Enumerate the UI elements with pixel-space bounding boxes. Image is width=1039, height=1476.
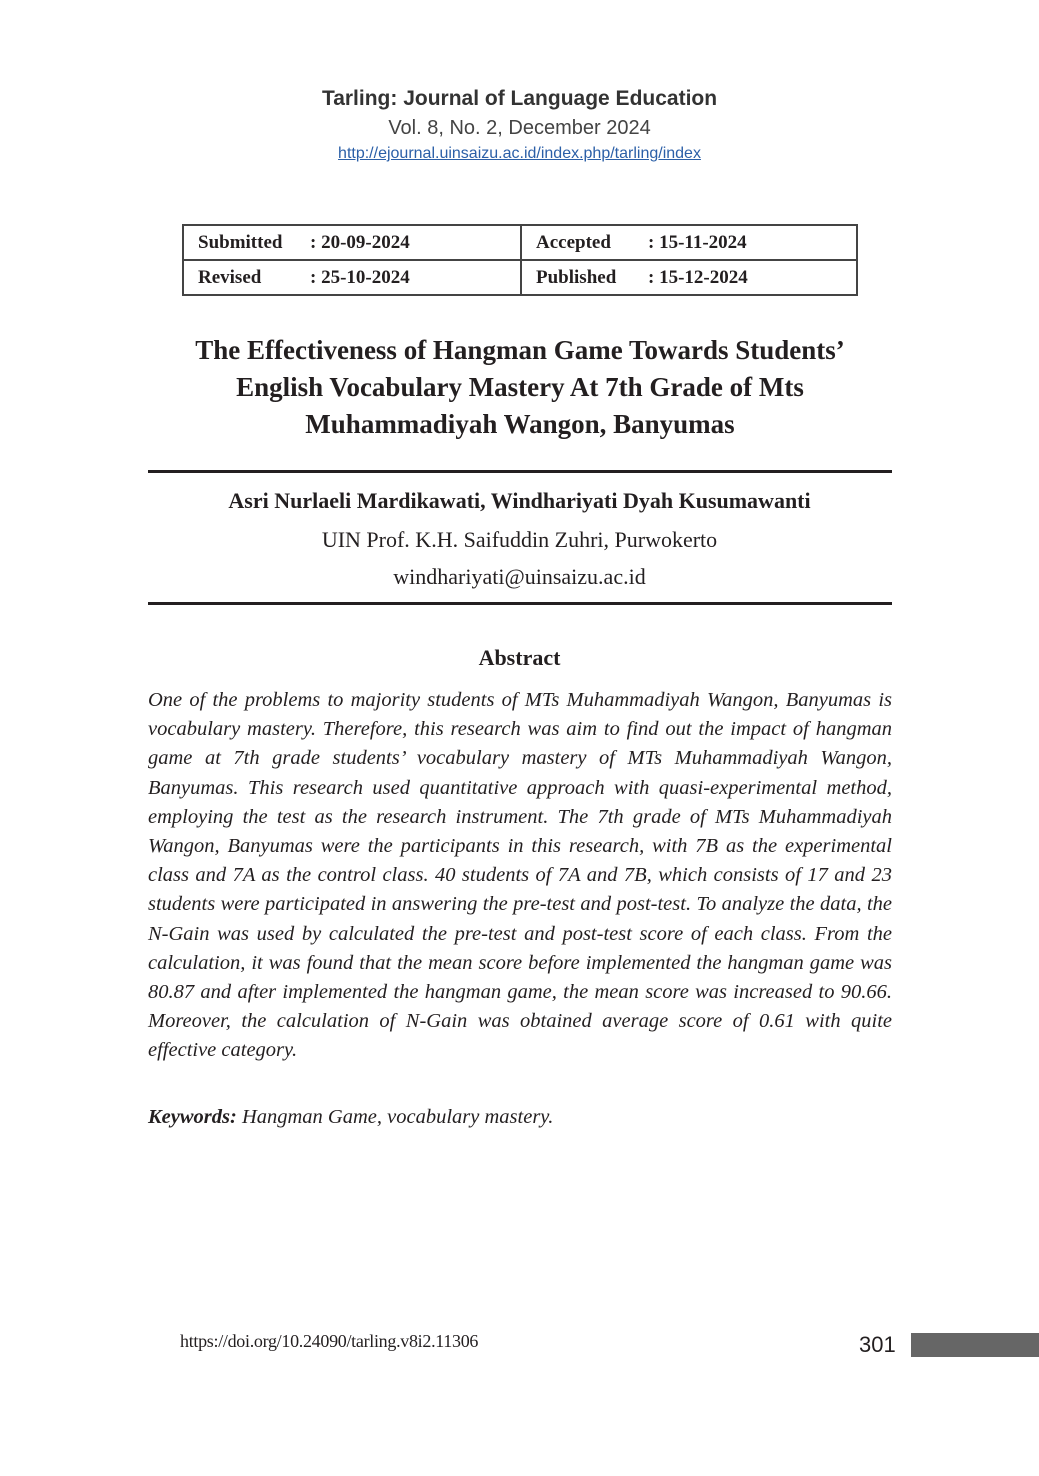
keywords xyxy=(148,1106,892,1129)
keywords-label: Keywords: xyxy=(148,1106,237,1128)
submitted-cell xyxy=(183,225,521,260)
authors: Asri Nurlaeli Mardikawati, Windhariyati Dyah Kusumawanti xyxy=(228,488,811,513)
revised-cell xyxy=(183,260,521,295)
dates-table xyxy=(182,224,858,296)
accepted-label: Accepted xyxy=(536,231,611,253)
submitted-label: Submitted xyxy=(198,231,283,253)
top-divider xyxy=(148,470,892,473)
affiliation: UIN Prof. K.H. Saifuddin Zuhri, Purwokerto xyxy=(321,527,718,552)
journal-volume: Vol. 8, No. 2, December 2024 xyxy=(388,117,651,139)
revised-label: Revised xyxy=(198,266,262,288)
published-cell xyxy=(521,260,857,295)
journal-url-link[interactable] xyxy=(0,145,1039,163)
published-date: : 15-12-2024 xyxy=(648,266,748,288)
email: windhariyati@uinsaizu.ac.id xyxy=(393,564,646,589)
published-label: Published xyxy=(536,266,617,288)
accepted-cell xyxy=(521,225,857,260)
submitted-date: : 20-09-2024 xyxy=(310,231,410,253)
revised-date: : 25-10-2024 xyxy=(310,266,410,288)
abstract-heading: Abstract xyxy=(478,645,561,670)
page-bar xyxy=(911,1333,1039,1357)
keywords-list: Hangman Game, vocabulary mastery. xyxy=(236,1106,554,1128)
title-line: Muhammadiyah Wangon, Banyumas xyxy=(305,409,735,439)
abstract-text: One of the problems to majority students of MTs Muhammadiyah Wangon, Banyumas is vocabulary mastery. Therefore, this research was aim to find out the impact of hangman game at 7th grade students’ vocabulary mastery of MTs Muhammadiyah Wangon, Banyumas. This research used quantitative approach with quasi-experimental method, employing the test as the research instrument. The 7th grade of MTs Muhammadiyah Wangon, Banyumas were the participants in this research, with 7B as the experimental class and 7A as the control class. 40 students of 7A and 7B, which consists of 17 and 23 students were participated in answering the pre-test and post-test. To analyze the data, the N-Gain was used by calculated the pre-test and post-test score of each class. From the calculation, it was found that the mean score before implemented the hangman game was 80.87 and after implemented the hangman game, the mean score was increased to 90.66. Moreover, the calculation of N-Gain was obtained average score of 0.61 with quite effective category. xyxy=(148,689,892,1062)
title-line: The Effectiveness of Hangman Game Towards Students’ xyxy=(195,335,845,365)
page-number: 301 xyxy=(859,1332,896,1357)
journal-title: Tarling: Journal of Language Education xyxy=(321,87,718,110)
doi-link[interactable]: https://doi.org/10.24090/tarling.v8i2.11306 xyxy=(180,1331,479,1351)
dates-row xyxy=(183,260,857,295)
journal-url-text[interactable]: http://ejournal.uinsaizu.ac.id/index.php/tarling/index xyxy=(338,145,701,162)
title-line: English Vocabulary Mastery At 7th Grade of Mts xyxy=(236,372,804,402)
article-title xyxy=(140,332,900,443)
bottom-divider xyxy=(148,602,892,605)
accepted-date: : 15-11-2024 xyxy=(648,231,747,253)
dates-row xyxy=(183,225,857,260)
